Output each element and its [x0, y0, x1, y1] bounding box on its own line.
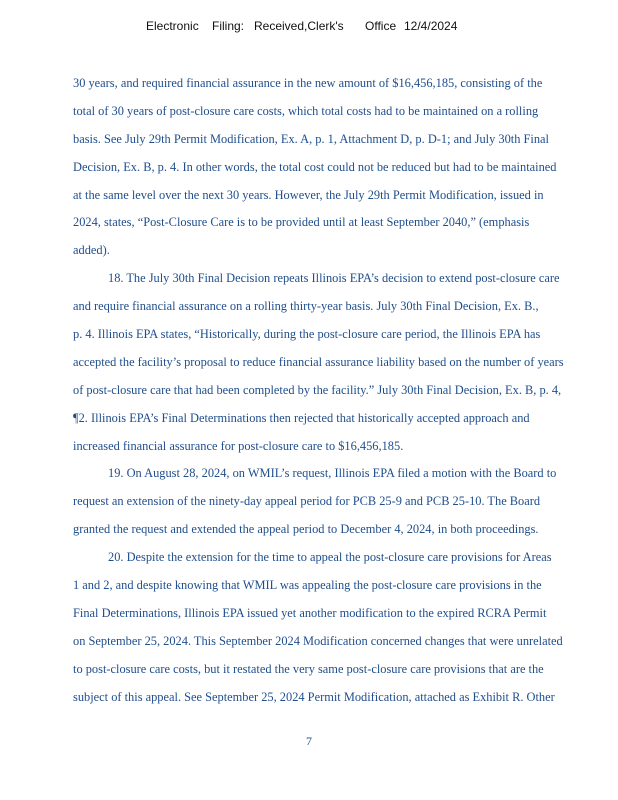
text-line: p. 4. Illinois EPA states, “Historically, during the post-closure care period, the Illinois EPA has [73, 327, 541, 342]
text-line: increased financial assurance for post-closure care to $16,456,185. [73, 438, 404, 453]
text-line: 1 and 2, and despite knowing that WMIL was appealing the post-closure care provisions in the [73, 578, 542, 593]
text-line: 30 years, and required financial assurance in the new amount of $16,456,185, consisting of the [73, 76, 543, 90]
document-body [73, 70, 613, 711]
header-office: Office [365, 19, 397, 33]
header-date: 12/4/2024 [404, 19, 458, 33]
text-line: and require financial assurance on a rolling thirty-year basis. July 30th Final Decision, Ex. B., [73, 299, 539, 314]
header-electronic: Electronic [146, 19, 199, 33]
paragraph-20-start: 20. Despite the extension for the time to appeal the post-closure care provisions for Areas [108, 550, 552, 565]
text-line: accepted the facility’s proposal to reduce financial assurance liability based on the number of years [73, 354, 564, 369]
text-line: 2024, states, “Post-Closure Care is to be provided until at least September 2040,” (emphasis [73, 215, 530, 230]
paragraph-19-start: 19. On August 28, 2024, on WMIL’s request, Illinois EPA filed a motion with the Board to [108, 466, 557, 481]
text-line: total of 30 years of post-closure care costs, which total costs had to be maintained on a rolling [73, 103, 539, 118]
page-number: 7 [306, 734, 312, 748]
text-line: added). [73, 243, 110, 258]
text-line: subject of this appeal. See September 25, 2024 Permit Modification, attached as Exhibit R. Other [73, 689, 555, 704]
text-line: at the same level over the next 30 years. However, the July 29th Permit Modification, issued in [73, 187, 544, 202]
header-filing: Filing: [212, 19, 245, 33]
header-received: Received,Clerk's [254, 19, 344, 33]
text-line: granted the request and extended the appeal period to December 4, 2024, in both proceedings. [73, 522, 539, 537]
text-line: on September 25, 2024. This September 2024 Modification concerned changes that were unrelated [73, 633, 563, 648]
text-line: Final Determinations, Illinois EPA issued yet another modification to the expired RCRA Permit [73, 605, 547, 620]
text-line: request an extension of the ninety-day appeal period for PCB 25-9 and PCB 25-10. The Board [73, 494, 541, 509]
paragraph-18-start: 18. The July 30th Final Decision repeats Illinois EPA’s decision to extend post-closure care [108, 271, 560, 286]
text-line: of post-closure care that had been completed by the facility.” July 30th Final Decision, Ex. B, p. 4, [73, 382, 562, 397]
text-line: basis. See July 29th Permit Modification, Ex. A, p. 1, Attachment D, p. D-1; and July 30th Final [73, 131, 549, 146]
text-line: to post-closure care costs, but it restated the very same post-closure care provisions that are the [73, 661, 544, 676]
text-line: Decision, Ex. B, p. 4. In other words, the total cost could not be reduced but had to be maintained [73, 159, 557, 174]
text-line: ¶2. Illinois EPA’s Final Determinations then rejected that historically accepted approach and [73, 410, 530, 425]
